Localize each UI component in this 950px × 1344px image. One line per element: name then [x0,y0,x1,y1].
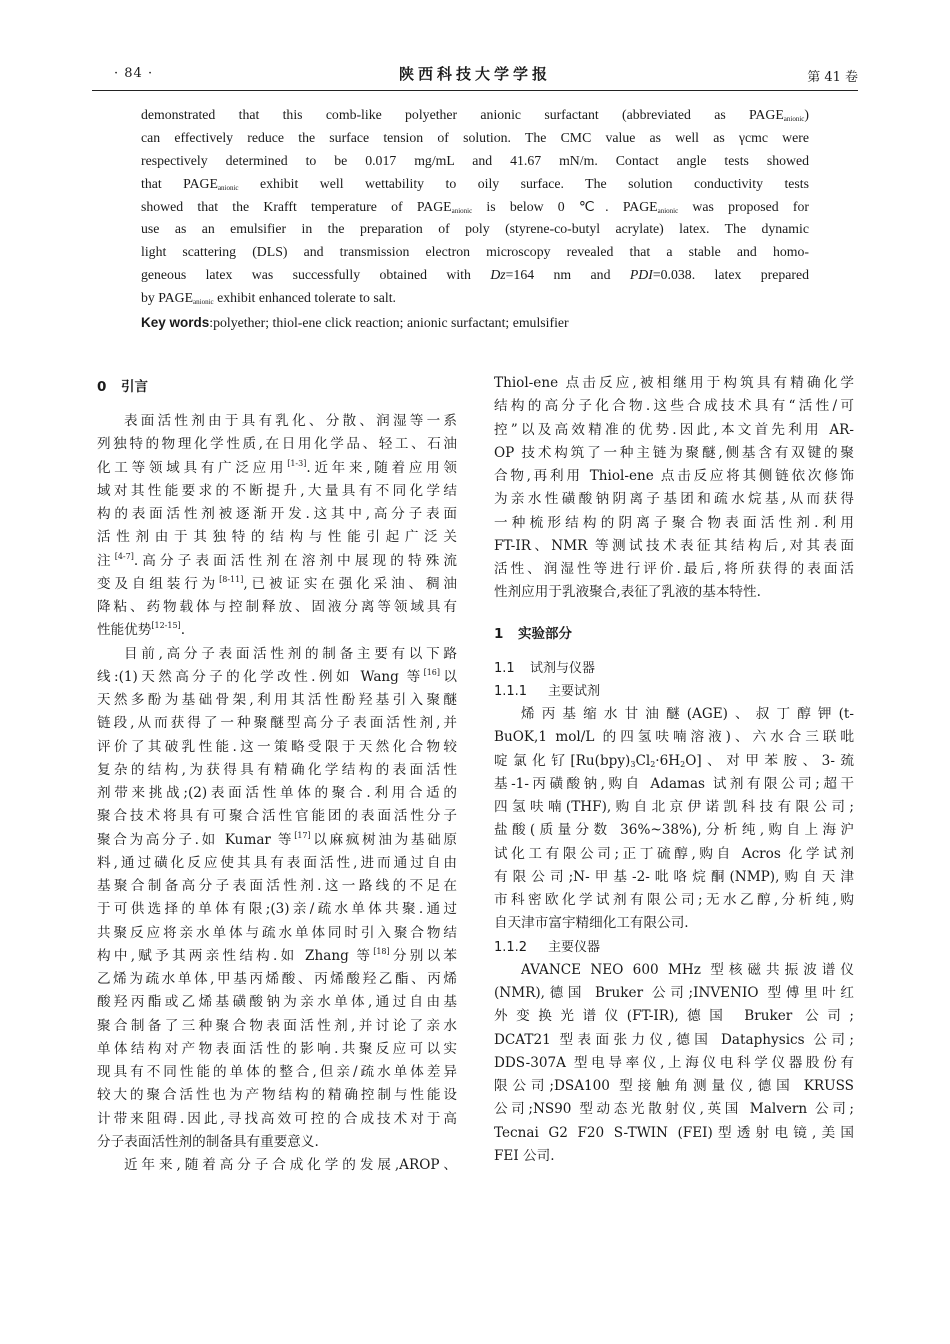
abstract-line: can effectively reduce the surface tension of solution. The CMC value as well as γcmc were [141,129,809,145]
abstract-line: respectively determined to be 0.017 mg/mL and 41.67 mN/m. Contact angle tests showed [141,152,809,168]
citation: [4-7] [114,551,134,561]
body-line: 活性剂由于其独特的结构与性能引起广泛关 [97,529,457,546]
body-line: 基聚合制备高分子表面活性剂.这一路线的不足在 [97,878,457,894]
body-line: 于可供选择的单体有限;(3)亲/疏水单体共聚.通过 [97,901,457,918]
abstract-line: showed that the Krafft temperature of $PAGE_{anionic}$ is below 0 ℃. $PAGE_{anionic}$ was proposed for [141,198,809,215]
body-line: 乙烯为疏水单体,甲基丙烯酸、丙烯酸羟乙酯、丙烯 [97,971,457,987]
body-line: 烯丙基缩水甘油醚(AGE)、叔丁醇钾(t- [521,706,854,722]
section-heading-introduction: 0 引言 [97,379,148,395]
body-line: 分子表面活性剂的制备具有重要意义. [97,1133,319,1150]
body-line: 单体结构对产物表面活性的影响.共聚反应可以实 [97,1040,457,1057]
body-line: 化工等领域具有广泛应用[1-3].近年来,随着应用领 [97,458,457,476]
keywords-text: :polyether; thiol-ene click reaction; anionic surfactant; emulsifier [209,315,569,331]
citation: [17] [294,830,311,840]
body-line: 表面活性剂由于具有乳化、分散、润湿等一系 [124,413,457,429]
body-line: 评价了其破乳性能.这一策略受限于天然化合物较 [97,738,457,755]
abstract-line: that $PAGE_{anionic}$ exhibit well wettability to oily surface. The solution conductivity tests [141,175,809,192]
body-line: 合物,再利用 Thiol-ene 点击反应将其侧链依次修饰 [494,468,854,484]
body-line: 性能优势[12-15]. [97,621,186,639]
body-line: 为亲水性磺酸钠阴离子基团和疏水烷基,从而获得 [494,491,854,508]
body-line: 公司;NS90 型动态光散射仪,英国 Malvern 公司; [494,1101,854,1118]
running-header [92,60,858,90]
body-line: 试化工有限公司;正丁硫醇,购自 Acros 化学试剂 [494,845,854,862]
body-line: 现具有不同性能的单体的整合,但亲/疏水单体差异 [97,1064,457,1080]
journal-title: 陕西科技大学学报 [398,65,551,83]
body-line: BuOK,1 mol/L 的四氢呋喃溶液)、六水合三联吡 [494,729,854,746]
citation: [1-3] [287,458,307,468]
body-line: 限公司;DSA100 型接触角测量仪,德国 KRUSS [494,1078,854,1094]
body-line: 降粘、药物载体与控制释放、固液分离等领域具有 [97,599,457,615]
keywords [141,312,809,335]
abstract-line: use as an emulsifier in the preparation of poly (styrene-co-butyl acrylate) latex. The dynamic [141,221,809,237]
citation: [18] [373,946,390,956]
body-line: 共聚反应将亲水单体与疏水单体同时引入聚合物结 [97,924,457,941]
body-line: Tecnai G2 F20 S-TWIN (FEI)型透射电镜,美国 [494,1124,854,1141]
body-line: 剂带来挑战;(2)表面活性单体的聚合.利用合适的 [97,785,457,801]
body-line: 结构的高分子化合物.这些合成技术具有“活性/可 [494,398,854,415]
citation: [8-11] [219,574,244,584]
body-line: Thiol-ene 点击反应,被相继用于构筑具有精确化学 [494,375,854,391]
body-line: 较大的聚合活性也为产物结构的精确控制与性能设 [97,1087,457,1104]
body-line: 啶氯化钌[Ru(bpy)3Cl2·6H2O]、对甲苯胺、3-巯 [494,752,854,769]
subsection-heading: 1.1.2 主要仪器 [494,939,601,955]
page-number: · 84 · [114,66,154,81]
body-line: 变及自组装行为[8-11],已被证实在强化采油、稠油 [97,574,457,592]
abstract-line: demonstrated that this comb-like polyether anionic surfactant (abbreviated as $PAGE_{anionic}$) [141,107,809,123]
subsection-heading: 1.1.1 主要试剂 [494,683,601,699]
body-line: 基-1-丙磺酸钠,购自 Adamas 试剂有限公司;超干 [494,775,854,792]
body-line: 聚合技术将具有可聚合活性官能团的表面活性分子 [97,808,457,825]
volume-label: 第 41 卷 [807,70,858,85]
body-line: 市科密欧化学试剂有限公司;无水乙醇,分析纯,购 [494,892,854,908]
body-line: 构的表面活性剂被逐渐开发.这其中,高分子表面 [97,506,457,522]
body-line: 注[4-7].高分子表面活性剂在溶剂中展现的特殊流 [97,551,457,569]
body-line: 自天津市富宇精细化工有限公司. [494,915,689,932]
body-line: 盐酸(质量分数 36%~38%),分析纯,购自上海沪 [494,822,854,839]
section-heading-experimental: 1 实验部分 [494,625,572,642]
citation: [16] [423,667,441,677]
body-line: 目前,高分子表面活性剂的制备主要有以下路 [124,645,457,662]
body-line: 域对其性能要求的不断提升,大量具有不同化学结 [97,482,457,499]
body-line: 线:(1)天然高分子的化学改性.例如 Wang 等[16]以 [97,667,457,685]
body-line: 酸羟丙酯或乙烯基磺酸钠为亲水单体,通过自由基 [97,994,457,1011]
body-line: 计带来阻碍.因此,寻找高效可控的合成技术对于高 [97,1110,457,1127]
header-rule [92,90,858,91]
left-column [97,372,457,1177]
body-line: FEI 公司. [494,1147,555,1164]
abstract-line: geneous latex was successfully obtained with Dz=164 nm and PDI=0.038. latex prepared [141,267,809,283]
citation: [12-15] [151,621,181,631]
body-line: 有限公司;N-甲基-2-吡咯烷酮(NMP),购自天津 [494,868,854,885]
body-line: OP 技术构筑了一种主链为聚醚,侧基含有双键的聚 [494,444,854,461]
subsection-heading: 1.1 试剂与仪器 [494,660,596,676]
body-line: 聚合为高分子.如 Kumar 等[17]以麻疯树油为基础原 [97,830,457,848]
body-line: 外变换光谱仪(FT-IR),德国 Bruker 公司; [494,1008,854,1025]
abstract-line: by $PAGE_{anionic}$ exhibit enhanced tolerate to salt. [141,290,396,307]
body-line: 复杂的结构,为获得具有精确化学结构的表面活性 [97,761,457,778]
body-line: 天然多酚为基础骨架,利用其活性酚羟基引入聚醚 [97,692,457,708]
body-line: 四氢呋喃(THF),购自北京伊诺凯科技有限公司; [494,799,854,815]
english-abstract [141,104,809,335]
body-line: 构中,赋予其两亲性结构.如 Zhang 等[18]分别以苯 [97,946,457,964]
body-line: FT-IR、NMR 等测试技术表征其结构后,对其表面 [494,537,854,554]
abstract-line: light scattering (DLS) and transmission electron microscopy revealed that a stable and homo- [141,244,809,260]
body-line: 近年来,随着高分子合成化学的发展,AROP、 [124,1157,457,1173]
right-column [494,372,854,1168]
body-line: DDS-307A 型电导率仪,上海仪电科学仪器股份有 [494,1054,854,1071]
body-line: 控”以及高效精准的优势.因此,本文首先利用 AR- [494,421,854,438]
body-line: 性剂应用于乳液聚合,表征了乳液的基本特性. [494,584,761,601]
body-line: 聚合制备了三种聚合物表面活性剂,并讨论了亲水 [97,1017,457,1034]
body-line: 料,通过磺化反应使其具有表面活性,进而通过自由 [97,854,457,871]
body-line: 活性、润湿性等进行评价.最后,将所获得的表面活 [494,561,854,577]
body-line: AVANCE NEO 600 MHz 型核磁共振波谱仪 [521,961,854,978]
body-line: 链段,从而获得了一种聚醚型高分子表面活性剂,并 [97,715,457,732]
body-line: 一种梳形结构的阴离子聚合物表面活性剂.利用 [494,514,854,531]
body-line: 列独特的物理化学性质,在日用化学品、轻工、石油 [97,436,457,453]
keywords-label: Key words [141,315,210,331]
body-line: (NMR),德国 Bruker 公司;INVENIO 型傅里叶红 [494,985,854,1001]
body-line: DCAT21 型表面张力仪,德国 Dataphysics 公司; [494,1031,854,1048]
